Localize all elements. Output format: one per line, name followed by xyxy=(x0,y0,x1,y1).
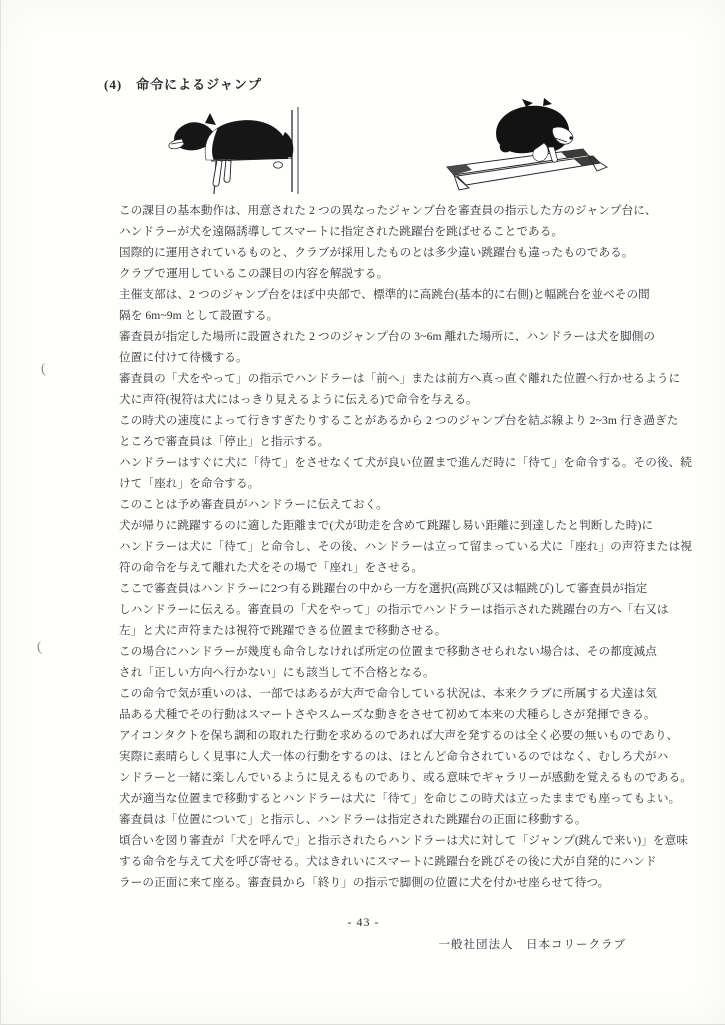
text-line: 犬が帰りに跳躍するのに適した距離まで(犬が助走を含めて跳躍し易い距離に到達したと判断した時)に xyxy=(119,519,654,532)
body-text xyxy=(119,200,692,893)
text-line: ラーの正面に来て座る。審査員から「終り」の指示で脚側の位置に犬を付かせ座らせて待つ。 xyxy=(119,876,610,889)
collie-high-jump-illustration xyxy=(159,100,334,196)
text-line: 位置に付けて待機する。 xyxy=(119,351,248,364)
text-line: この時犬の速度によって行きすぎたりすることがあるから 2 つのジャンプ台を結ぶ線より 2~3m 行き過ぎた xyxy=(119,414,679,427)
text-line: このことは予め審査員がハンドラーに伝えておく。 xyxy=(119,498,388,511)
text-line: 符の命令を与えて離れた犬をその場で「座れ」をさせる。 xyxy=(119,561,424,574)
scan-artifact: ( xyxy=(36,639,43,656)
text-line: ハンドラーが犬を遠隔誘導してスマートに指定された跳躍台を跳ばせることである。 xyxy=(119,225,564,238)
text-line: 犬が適当な位置まで移動するとハンドラーは犬に「待て」を命じこの時犬は立ったままでも座ってもよい。 xyxy=(119,792,681,805)
text-line: ハンドラーはすぐに犬に「待て」をさせなくて犬が良い位置まで進んだ時に「待て」を命令する。その後、続 xyxy=(119,456,692,469)
text-line: 頃合いを図り審査が「犬を呼んで」と指示されたらハンドラーは犬に対して「ジャンプ(跳んで来い)」を意味 xyxy=(119,834,688,847)
text-line: ンドラーと一緒に楽しんでいるように見えるものであり、或る意味でギャラリーが感動を覚えるものである。 xyxy=(119,771,692,784)
text-line: され「正しい方向へ行かない」にも該当して不合格となる。 xyxy=(119,666,435,679)
text-line: この課目の基本動作は、用意された 2 つの異なったジャンプ台を審査員の指示した方のジャンプ台に、 xyxy=(119,204,657,217)
text-line: 審査員は「位置について」と指示し、ハンドラーは指定された跳躍台の正面に移動する。 xyxy=(119,813,587,826)
scan-artifact: ( xyxy=(40,361,47,378)
text-line: 実際に素晴らしく見事に人犬一体の行動をするのは、ほとんど命令されているのではなく、むしろ犬がハ xyxy=(119,750,669,763)
page-number: - 43 - xyxy=(347,915,380,929)
text-line: 審査員が指定した場所に設置された 2 つのジャンプ台の 3~6m 離れた場所に、ハンドラーは犬を脚側の xyxy=(119,330,656,343)
text-line: 品ある犬種でその行動はスマートさやスムーズな動きをさせて初めて本来の犬種らしさが発揮できる。 xyxy=(119,708,656,721)
collie-broad-jump-illustration xyxy=(433,98,638,194)
text-line: 隔を 6m~9m として設置する。 xyxy=(119,309,279,322)
text-line: 犬に声符(視符は犬にはっきり見えるように伝える)で命令を与える。 xyxy=(119,393,478,406)
text-line: 主催支部は、2 つのジャンプ台をほぼ中央部で、標準的に高跳台(基本的に右側)と幅跳台を並べその間 xyxy=(119,288,650,301)
text-line: ところで審査員は「停止」と指示する。 xyxy=(119,435,330,448)
text-line: 左」と犬に声符または視符で跳躍できる位置まで移動させる。 xyxy=(119,624,447,637)
text-line: けて「座れ」を命令する。 xyxy=(119,477,260,490)
text-line: ハンドラーは犬に「待て」と命令し、その後、ハンドラーは立って留まっている犬に「座れ」の声符または視 xyxy=(119,540,692,553)
text-line: この命令で気が重いのは、一部ではあるが大声で命令している状況は、本来クラブに所属する犬達は気 xyxy=(119,687,657,700)
footer-organization: 一般社団法人 日本コリークラブ xyxy=(438,939,626,951)
text-line: 審査員の「犬をやって」の指示でハンドラーは「前へ」または前方へ真っ直ぐ離れた位置へ行かせるように xyxy=(119,372,681,385)
section-heading: (4) 命令によるジャンプ xyxy=(104,77,262,92)
text-line: 国際的に運用されているものと、クラブが採用したものとは多少違い跳躍台も違ったものである。 xyxy=(119,246,634,259)
text-line: する命令を与えて犬を呼び寄せる。犬はきれいにスマートに跳躍台を跳びその後に犬が自発的にハンド xyxy=(119,855,657,868)
text-line: ここで審査員はハンドラーに2つ有る跳躍台の中から一方を選択(高跳び又は幅跳び)して審査員が指定 xyxy=(119,582,648,595)
text-line: この場合にハンドラーが幾度も命令しなければ所定の位置まで移動させられない場合は、その都度減点 xyxy=(119,645,657,658)
text-line: しハンドラーに伝える。審査員の「犬をやって」の指示でハンドラーは指示された跳躍台の方へ「右又は xyxy=(119,603,669,616)
text-line: アイコンタクトを保ち調和の取れた行動を求めるのであれば大声を発するのは全く必要の無いものであり、 xyxy=(119,729,679,742)
text-line: クラブで運用しているこの課目の内容を解説する。 xyxy=(119,267,389,280)
